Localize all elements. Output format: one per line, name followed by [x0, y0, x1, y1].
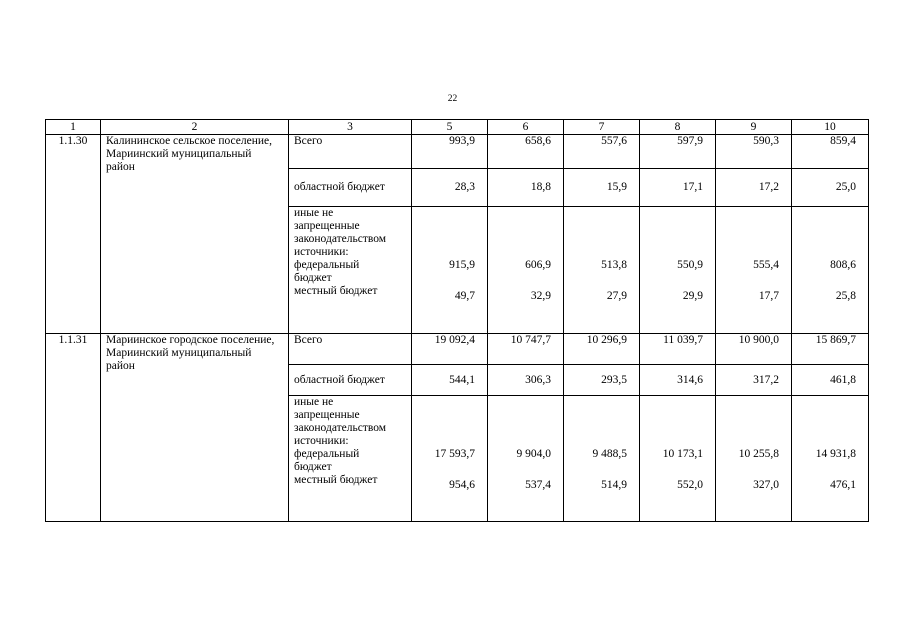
- local-value: 29,9: [682, 290, 703, 302]
- federal-value: 550,9: [677, 259, 703, 271]
- value-cell: 10 747,7: [488, 334, 564, 365]
- value-cell: [564, 396, 640, 522]
- local-value: 25,8: [835, 290, 856, 302]
- other-sources-label: иные не запрещенные законодательством источники:: [294, 396, 387, 447]
- table-row: [46, 334, 869, 365]
- value-cell: 28,3: [412, 169, 488, 207]
- federal-value: 513,8: [601, 259, 627, 271]
- column-header: 10: [792, 120, 869, 135]
- local-value: 27,9: [606, 290, 627, 302]
- value-cell: 293,5: [564, 365, 640, 396]
- value-cell: [564, 207, 640, 334]
- federal-value: 14 931,8: [815, 448, 856, 460]
- value-cell: 25,0: [792, 169, 869, 207]
- column-header: 3: [289, 120, 412, 135]
- source-label: [289, 396, 412, 522]
- value-cell: [640, 207, 716, 334]
- local-value: 327,0: [753, 479, 779, 491]
- row-code: 1.1.31: [46, 334, 101, 522]
- federal-label: федеральный бюджет: [294, 448, 360, 473]
- source-label: Всего: [289, 135, 412, 169]
- column-header: 9: [716, 120, 792, 135]
- row-name: Калининское сельское поселение, Мариинский муниципальный район: [101, 135, 289, 334]
- local-value: 49,7: [454, 290, 475, 302]
- source-label: [289, 207, 412, 334]
- value-cell: 306,3: [488, 365, 564, 396]
- row-name: Мариинское городское поселение, Мариинский муниципальный район: [101, 334, 289, 522]
- value-cell: 993,9: [412, 135, 488, 169]
- table-row: [46, 135, 869, 169]
- federal-value: 10 255,8: [738, 448, 779, 460]
- value-cell: [792, 207, 869, 334]
- value-cell: 314,6: [640, 365, 716, 396]
- column-header: 6: [488, 120, 564, 135]
- value-cell: 557,6: [564, 135, 640, 169]
- local-label: местный бюджет: [294, 285, 378, 297]
- value-cell: 17,2: [716, 169, 792, 207]
- value-cell: [640, 396, 716, 522]
- local-label: местный бюджет: [294, 474, 378, 486]
- federal-value: 9 488,5: [592, 448, 627, 460]
- value-cell: 859,4: [792, 135, 869, 169]
- value-cell: [412, 207, 488, 334]
- value-cell: [488, 207, 564, 334]
- value-cell: [792, 396, 869, 522]
- value-cell: 461,8: [792, 365, 869, 396]
- value-cell: [716, 207, 792, 334]
- value-cell: 11 039,7: [640, 334, 716, 365]
- federal-value: 9 904,0: [516, 448, 551, 460]
- federal-label: федеральный бюджет: [294, 259, 360, 284]
- value-cell: [716, 396, 792, 522]
- value-cell: 17,1: [640, 169, 716, 207]
- value-cell: 597,9: [640, 135, 716, 169]
- column-header: 2: [101, 120, 289, 135]
- federal-value: 17 593,7: [434, 448, 475, 460]
- local-value: 552,0: [677, 479, 703, 491]
- federal-value: 808,6: [830, 259, 856, 271]
- value-cell: 10 900,0: [716, 334, 792, 365]
- federal-value: 555,4: [753, 259, 779, 271]
- column-header: 5: [412, 120, 488, 135]
- value-cell: 15,9: [564, 169, 640, 207]
- local-value: 954,6: [449, 479, 475, 491]
- federal-value: 606,9: [525, 259, 551, 271]
- federal-value: 10 173,1: [662, 448, 703, 460]
- value-cell: 590,3: [716, 135, 792, 169]
- value-cell: 317,2: [716, 365, 792, 396]
- source-label: областной бюджет: [289, 169, 412, 207]
- source-label: областной бюджет: [289, 365, 412, 396]
- budget-table: [45, 119, 869, 522]
- column-header: 1: [46, 120, 101, 135]
- value-cell: 19 092,4: [412, 334, 488, 365]
- value-cell: 544,1: [412, 365, 488, 396]
- column-header: 7: [564, 120, 640, 135]
- other-sources-label: иные не запрещенные законодательством источники:: [294, 207, 387, 258]
- value-cell: 18,8: [488, 169, 564, 207]
- local-value: 514,9: [601, 479, 627, 491]
- page-number: 22: [447, 94, 458, 104]
- value-cell: 10 296,9: [564, 334, 640, 365]
- row-code: 1.1.30: [46, 135, 101, 334]
- value-cell: [488, 396, 564, 522]
- local-value: 32,9: [530, 290, 551, 302]
- value-cell: 658,6: [488, 135, 564, 169]
- local-value: 476,1: [830, 479, 856, 491]
- header-row: [46, 120, 869, 135]
- value-cell: [412, 396, 488, 522]
- federal-value: 915,9: [449, 259, 475, 271]
- source-label: Всего: [289, 334, 412, 365]
- column-header: 8: [640, 120, 716, 135]
- value-cell: 15 869,7: [792, 334, 869, 365]
- local-value: 537,4: [525, 479, 551, 491]
- local-value: 17,7: [758, 290, 779, 302]
